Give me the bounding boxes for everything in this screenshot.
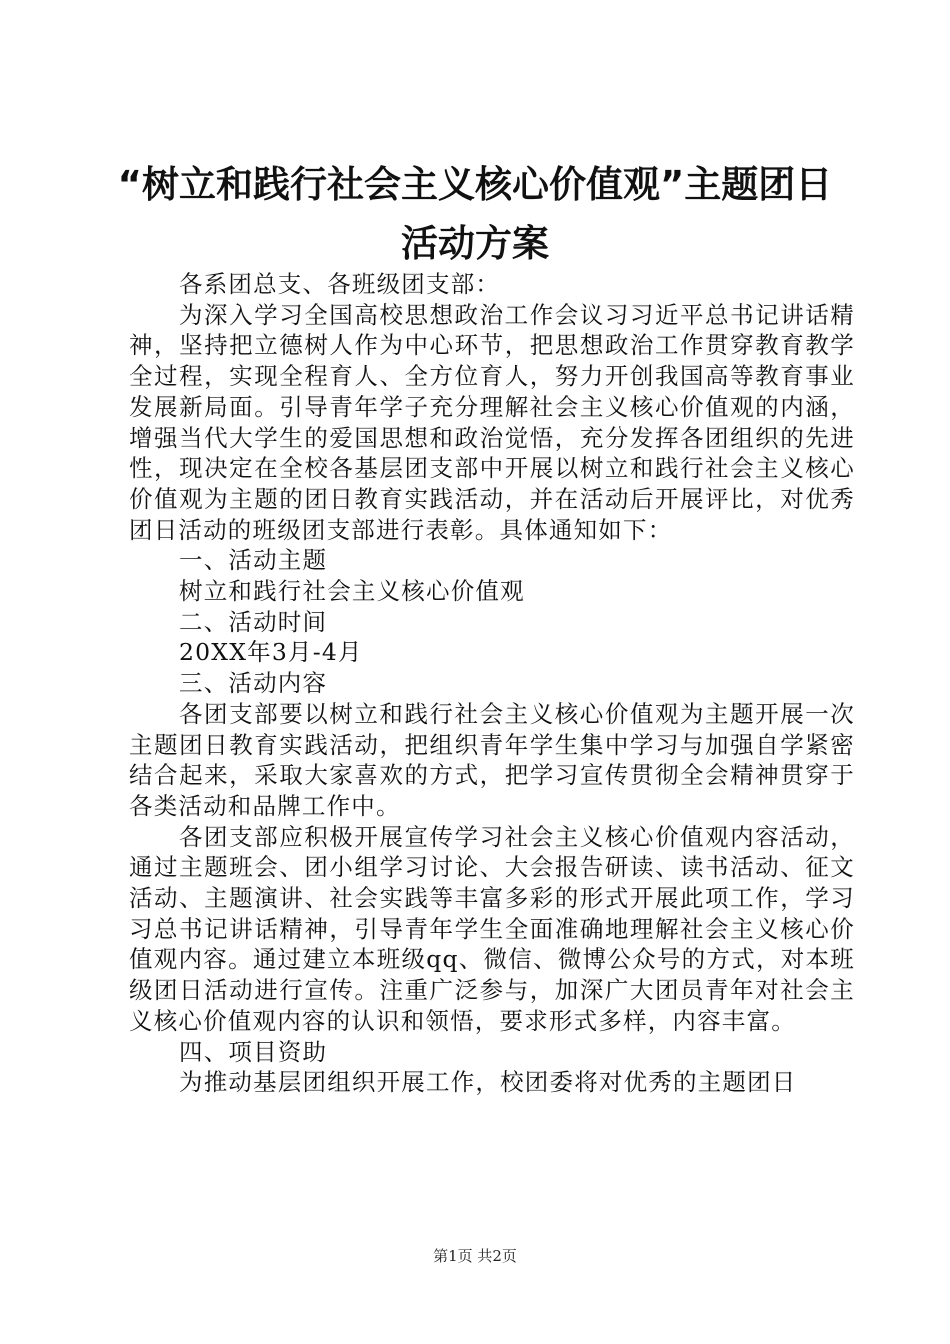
time-text: 20XX年3月-4月 [179, 638, 363, 667]
document-title-line-2: 活动方案 [401, 222, 549, 265]
content-paragraph-2: 各团支部应积极开展宣传学习社会主义核心价值观内容活动，通过主题班会、团小组学习讨论、大会报告研读、读书活动、征文活动、主题演讲、社会实践等丰富多彩的形式开展此项工作，学习习总书记讲话精神，引导青年学生全面准确地理解社会主义核心价值观内容。通过建立本班级qq、微信、微博公众号的方式，对本班级团日活动进行宣传。注重广泛参与，加深广大团员青年对社会主义核心价值观内容的认识和领悟，要求形式多样，内容丰富。 [129, 822, 855, 1035]
salutation: 各系团总支、各班级团支部： [179, 270, 501, 298]
document-body [129, 269, 855, 1098]
section-heading-funding: 四、项目资助 [179, 1037, 328, 1066]
section-heading-time: 二、活动时间 [179, 607, 328, 636]
funding-paragraph: 为推动基层团组织开展工作，校团委将对优秀的主题团日 [179, 1068, 797, 1097]
page-number-footer: 第1页 共2页 [433, 1247, 517, 1265]
theme-text: 树立和践行社会主义核心价值观 [179, 577, 525, 606]
document-title-line-1: “树立和践行社会主义核心价值观”主题团日 [117, 163, 833, 206]
intro-paragraph: 为深入学习全国高校思想政治工作会议习习近平总书记讲话精神，坚持把立德树人作为中心环节，把思想政治工作贯穿教育教学全过程，实现全程育人、全方位育人，努力开创我国高等教育事业发展新局面。引导青年学子充分理解社会主义核心价值观的内涵，增强当代大学生的爱国思想和政治觉悟，充分发挥各团组织的先进性，现决定在全校各基层团支部中开展以树立和践行社会主义核心价值观为主题的团日教育实践活动，并在活动后开展评比，对优秀团日活动的班级团支部进行表彰。具体通知如下： [129, 300, 855, 544]
section-heading-content: 三、活动内容 [179, 669, 328, 698]
content-paragraph-1: 各团支部要以树立和践行社会主义核心价值观为主题开展一次主题团日教育实践活动，把组织青年学生集中学习与加强自学紧密结合起来，采取大家喜欢的方式，把学习宣传贯彻全会精神贯穿于各类活动和品牌工作中。 [129, 699, 855, 820]
section-heading-theme: 一、活动主题 [179, 546, 328, 575]
